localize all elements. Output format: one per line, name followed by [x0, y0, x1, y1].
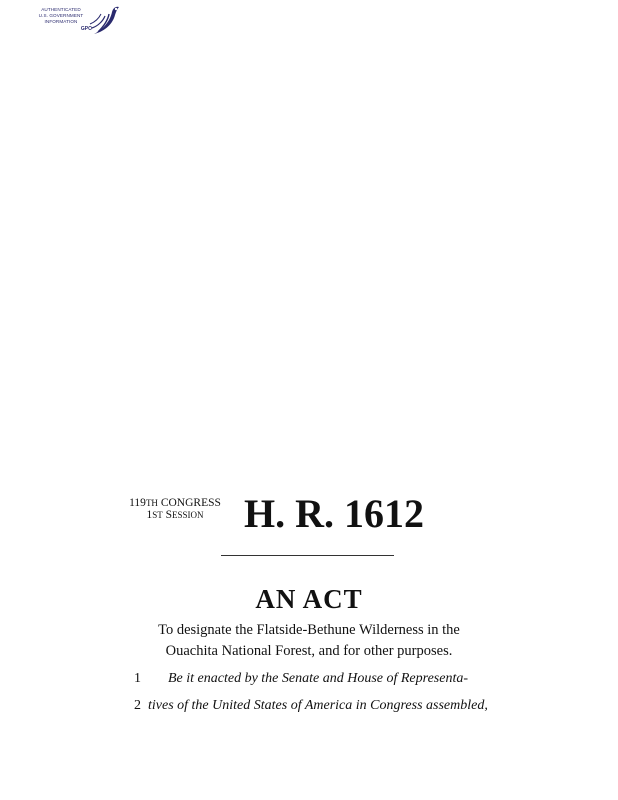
session-word-initial: S	[165, 509, 173, 521]
enacting-clause-line	[0, 669, 618, 689]
congress-label	[120, 497, 230, 509]
purpose-line-1: To designate the Flatside-Bethune Wilderness in the	[158, 622, 460, 638]
bill-purpose	[0, 620, 618, 662]
session-word-rest: ESSION	[172, 510, 204, 520]
logo-text-line-1: AUTHENTICATED	[41, 7, 81, 12]
logo-text-line-3: INFORMATION	[44, 19, 78, 24]
line-number: 2	[134, 698, 141, 713]
logo-text-line-2: U.S. GOVERNMENT	[38, 13, 84, 18]
line-text: Be it enacted by the Senate and House of Representa-	[168, 671, 468, 686]
session-label	[120, 509, 230, 521]
line-text: tives of the United States of America in Congress assembled,	[148, 698, 488, 713]
session-suffix: ST	[152, 510, 163, 520]
congress-word: CONGRESS	[160, 497, 221, 509]
line-number: 1	[134, 671, 141, 686]
congress-suffix: TH	[145, 498, 158, 508]
eagle-icon	[88, 4, 122, 40]
bill-number: H. R. 1612	[244, 491, 424, 536]
divider-rule	[221, 555, 394, 556]
gpo-authentication-logo	[24, 4, 124, 42]
session-number: 1	[146, 509, 153, 521]
act-heading: AN ACT	[255, 584, 363, 614]
enacting-clause-line	[0, 696, 618, 716]
purpose-line-2: Ouachita National Forest, and for other purposes.	[165, 643, 453, 659]
logo-gpo-mark: GPO	[80, 26, 92, 32]
congress-number: 119	[129, 497, 146, 509]
congress-session-block	[120, 497, 230, 521]
